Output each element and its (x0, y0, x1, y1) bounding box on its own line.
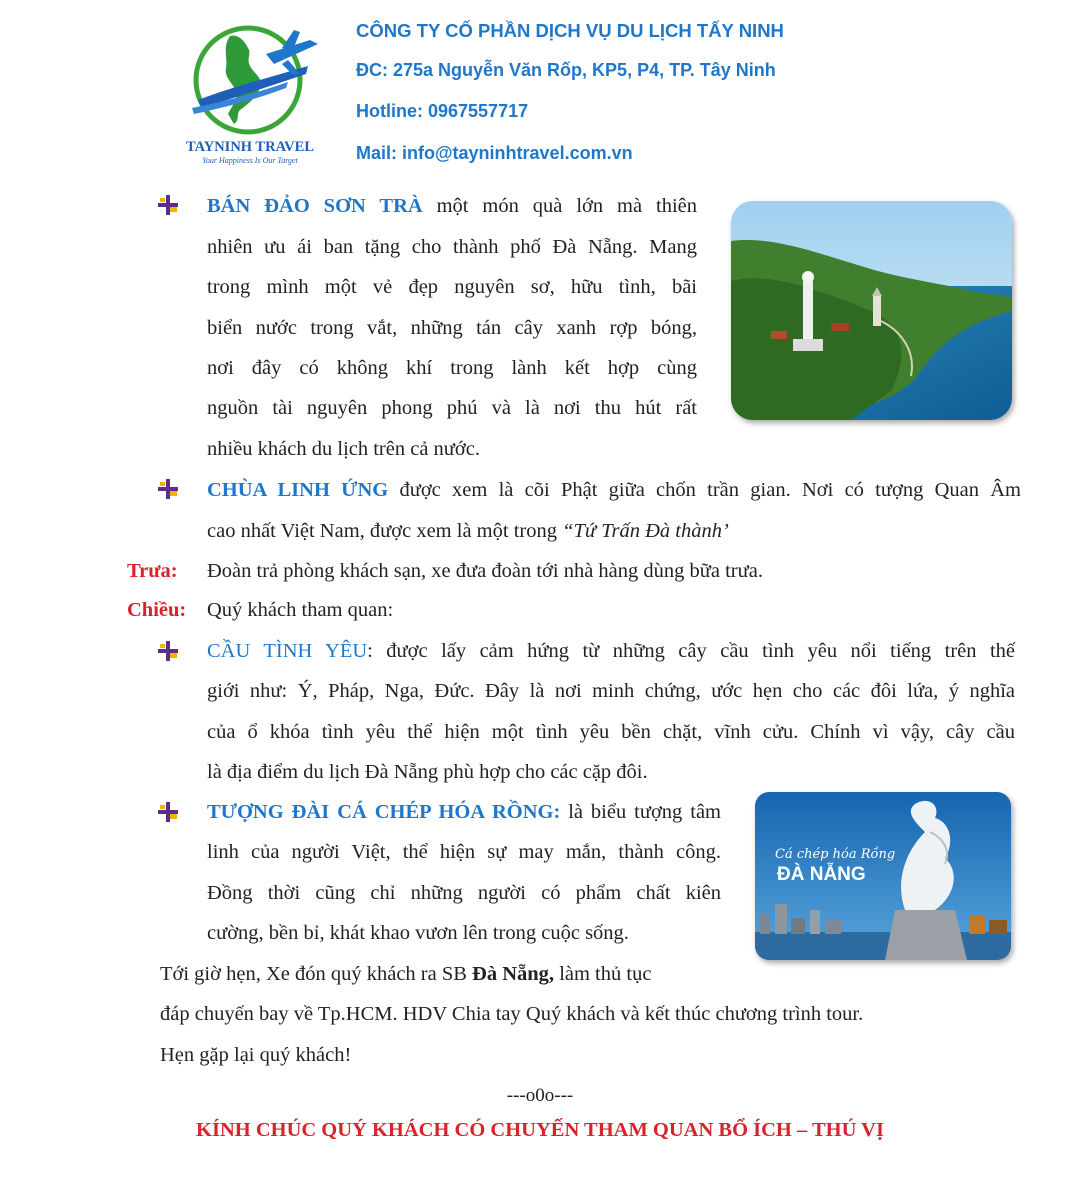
photo-script-text: Cá chép hóa Rồng (775, 847, 896, 862)
ca-chep-line-1: TƯỢNG ĐÀI CÁ CHÉP HÓA RỒNG: là biểu tượng tâm (207, 801, 721, 823)
company-mail: Mail: info@tayninhtravel.com.vn (356, 143, 633, 163)
trua-text: Đoàn trả phòng khách sạn, xe đưa đoàn tới nhà hàng dùng bữa trưa. (207, 560, 763, 582)
son-tra-line-7: nhiều khách du lịch trên cả nước. (207, 438, 480, 460)
bullet-icon (157, 801, 179, 823)
company-hotline: Hotline: 0967557717 (356, 101, 529, 121)
tu-tran-da-thanh: “Tứ Trấn Đà thành’ (562, 520, 729, 542)
son-tra-line-5: nơi đây có không khí trong lành kết hợp cùng (207, 357, 697, 379)
bullet-icon (157, 640, 179, 662)
cau-tinh-yeu-line-4: là địa điểm du lịch Đà Nẵng phù hợp cho các cặp đôi. (207, 761, 648, 783)
cau-tinh-yeu-title: CẦU TÌNH YÊU (207, 640, 368, 662)
closing-line-2: đáp chuyến bay về Tp.HCM. HDV Chia tay Quý khách và kết thúc chương trình tour. (160, 1003, 864, 1025)
son-tra-line-4: biển nước trong vắt, những tán cây xanh rợp bóng, (207, 317, 697, 339)
trua-label: Trưa: (127, 560, 178, 582)
chieu-text: Quý khách tham quan: (207, 599, 394, 621)
son-tra-line-6: nguồn tài nguyên phong phú và là nơi thu hút rất (207, 397, 697, 419)
divider-text: ---o0o--- (506, 1085, 574, 1106)
son-tra-line-2: nhiên ưu ái ban tặng cho thành phố Đà Nẵng. Mang (207, 236, 697, 258)
ca-chep-line-4: cường, bền bỉ, khát khao vươn lên trong cuộc sống. (207, 922, 629, 944)
photo-title-text: ĐÀ NẴNG (777, 864, 866, 885)
son-tra-title: BÁN ĐẢO SƠN TRÀ (207, 195, 423, 217)
company-name: CÔNG TY CỐ PHẦN DỊCH VỤ DU LỊCH TẤY NINH (356, 20, 784, 41)
son-tra-line-1: BÁN ĐẢO SƠN TRÀ một món quà lớn mà thiên (207, 195, 697, 217)
linh-ung-line-2: cao nhất Việt Nam, được xem là một trong “Tứ Trấn Đà thành’ (207, 520, 729, 542)
ca-chep-title: TƯỢNG ĐÀI CÁ CHÉP HÓA RỒNG: (207, 801, 561, 823)
cau-tinh-yeu-line-2: giới như: Ý, Pháp, Nga, Đức. Đây là nơi minh chứng, ước hẹn cho các đôi lứa, ý nghĩa (207, 680, 1015, 702)
company-address: ĐC: 275a Nguyễn Văn Rốp, KP5, P4, TP. Tây Ninh (356, 60, 776, 80)
closing-line-3: Hẹn gặp lại quý khách! (160, 1044, 352, 1066)
cau-tinh-yeu-line-3: của ổ khóa tình yêu thể hiện một tình yêu bền chặt, vĩnh cửu. Chính vì vậy, cây cầu (207, 721, 1015, 743)
logo-brand: TAYNINH TRAVEL (186, 139, 314, 155)
ca-chep-line-2: linh của người Việt, thể hiện sự may mắn, thành công. (207, 841, 721, 863)
tayninh-travel-logo (178, 18, 328, 168)
son-tra-line-3: trong mình một vẻ đẹp nguyên sơ, hữu tình, bãi (207, 276, 697, 298)
da-nang-airport: Đà Nẵng, (472, 963, 555, 985)
closing-line-1: Tới giờ hẹn, Xe đón quý khách ra SB Đà Nẵng, làm thủ tục (160, 963, 652, 985)
bullet-icon (157, 194, 179, 216)
bullet-icon (157, 478, 179, 500)
closing-wish: KÍNH CHÚC QUÝ KHÁCH CÓ CHUYẾN THAM QUAN BỔ ÍCH – THÚ VỊ (196, 1119, 884, 1141)
linh-ung-title: CHÙA LINH ỨNG (207, 479, 389, 501)
ca-chep-photo (755, 792, 1011, 960)
cau-tinh-yeu-line-1: CẦU TÌNH YÊU: được lấy cảm hứng từ những cây cầu tình yêu nổi tiếng trên thế (207, 640, 1015, 662)
ca-chep-line-3: Đồng thời cũng chỉ những người có phẩm chất kiên (207, 882, 721, 904)
logo-slogan: Your Happiness Is Our Target (202, 156, 298, 165)
chieu-label: Chiều: (127, 599, 187, 621)
linh-ung-line-1: CHÙA LINH ỨNG được xem là cõi Phật giữa chốn trần gian. Nơi có tượng Quan Âm (207, 479, 1021, 501)
son-tra-photo (731, 201, 1012, 420)
